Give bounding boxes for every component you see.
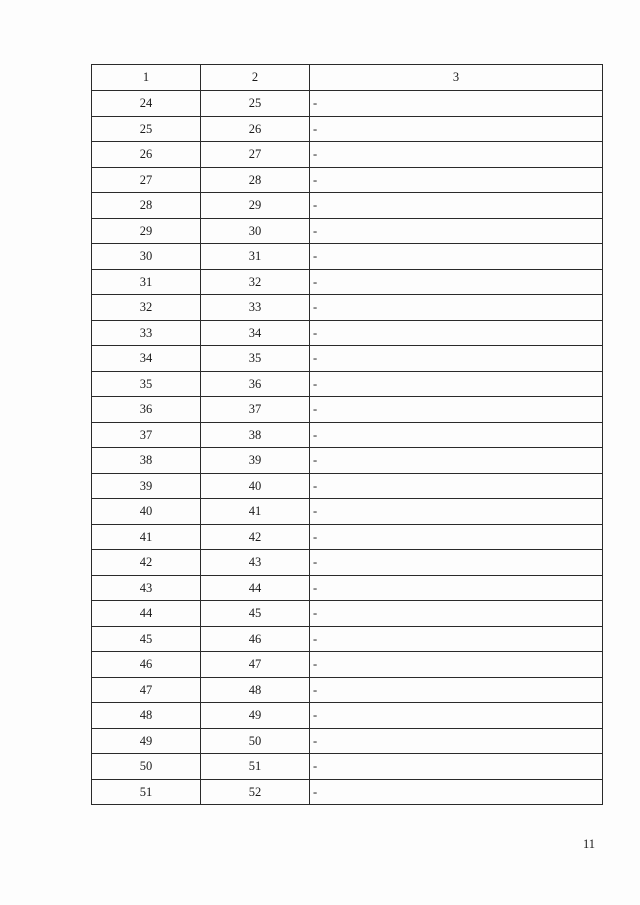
table-cell-col-2: 33	[201, 295, 310, 321]
table-row	[92, 524, 603, 550]
table-row	[92, 754, 603, 780]
table-cell-col-3: -	[310, 626, 603, 652]
table-cell-col-1: 27	[92, 167, 201, 193]
table-cell-col-2: 50	[201, 728, 310, 754]
table-row	[92, 703, 603, 729]
table-row	[92, 346, 603, 372]
column-header-3: 3	[310, 65, 603, 91]
table-row	[92, 167, 603, 193]
table-row	[92, 371, 603, 397]
table-cell-col-2: 43	[201, 550, 310, 576]
table-cell-col-3: -	[310, 575, 603, 601]
table-row	[92, 677, 603, 703]
table-cell-col-2: 36	[201, 371, 310, 397]
table-cell-col-2: 25	[201, 91, 310, 117]
table-cell-col-1: 30	[92, 244, 201, 270]
table-row	[92, 626, 603, 652]
table-cell-col-2: 32	[201, 269, 310, 295]
table-cell-col-3: -	[310, 652, 603, 678]
table-cell-col-1: 33	[92, 320, 201, 346]
table-cell-col-3: -	[310, 779, 603, 805]
page-number: 11	[583, 837, 596, 851]
table-row	[92, 116, 603, 142]
table-cell-col-3: -	[310, 422, 603, 448]
table-cell-col-2: 45	[201, 601, 310, 627]
table-cell-col-3: -	[310, 244, 603, 270]
table-cell-col-1: 35	[92, 371, 201, 397]
table-cell-col-2: 34	[201, 320, 310, 346]
table-cell-col-2: 31	[201, 244, 310, 270]
table-cell-col-3: -	[310, 550, 603, 576]
table-cell-col-3: -	[310, 218, 603, 244]
table-cell-col-2: 47	[201, 652, 310, 678]
table-cell-col-1: 39	[92, 473, 201, 499]
table-cell-col-3: -	[310, 473, 603, 499]
table-cell-col-3: -	[310, 142, 603, 168]
table-row	[92, 142, 603, 168]
table-cell-col-2: 42	[201, 524, 310, 550]
table-header-row	[92, 65, 603, 91]
table-cell-col-3: -	[310, 295, 603, 321]
table-cell-col-2: 49	[201, 703, 310, 729]
table-cell-col-3: -	[310, 320, 603, 346]
table-cell-col-1: 41	[92, 524, 201, 550]
column-header-2: 2	[201, 65, 310, 91]
table-cell-col-3: -	[310, 524, 603, 550]
table-row	[92, 779, 603, 805]
table-row	[92, 652, 603, 678]
table-cell-col-3: -	[310, 371, 603, 397]
table-cell-col-1: 26	[92, 142, 201, 168]
table-cell-col-3: -	[310, 167, 603, 193]
table-cell-col-3: -	[310, 703, 603, 729]
table-cell-col-1: 46	[92, 652, 201, 678]
table-cell-col-2: 44	[201, 575, 310, 601]
table-cell-col-2: 38	[201, 422, 310, 448]
table-body	[92, 91, 603, 805]
table-cell-col-1: 44	[92, 601, 201, 627]
table-cell-col-2: 51	[201, 754, 310, 780]
table-row	[92, 218, 603, 244]
table-cell-col-3: -	[310, 448, 603, 474]
table-cell-col-1: 45	[92, 626, 201, 652]
table-cell-col-1: 47	[92, 677, 201, 703]
table-cell-col-3: -	[310, 193, 603, 219]
table-row	[92, 193, 603, 219]
table-cell-col-1: 29	[92, 218, 201, 244]
table-cell-col-3: -	[310, 677, 603, 703]
table-row	[92, 550, 603, 576]
table-cell-col-3: -	[310, 269, 603, 295]
table-row	[92, 601, 603, 627]
table-row	[92, 91, 603, 117]
table-row	[92, 575, 603, 601]
table-row	[92, 422, 603, 448]
data-table	[91, 64, 603, 805]
table-row	[92, 448, 603, 474]
table-cell-col-1: 28	[92, 193, 201, 219]
table-cell-col-2: 46	[201, 626, 310, 652]
table-row	[92, 244, 603, 270]
table-cell-col-3: -	[310, 601, 603, 627]
table-cell-col-1: 31	[92, 269, 201, 295]
table-cell-col-3: -	[310, 346, 603, 372]
table-cell-col-1: 32	[92, 295, 201, 321]
table-cell-col-1: 36	[92, 397, 201, 423]
table-row	[92, 473, 603, 499]
table-cell-col-3: -	[310, 91, 603, 117]
table-row	[92, 269, 603, 295]
column-header-1: 1	[92, 65, 201, 91]
table-cell-col-2: 39	[201, 448, 310, 474]
table-cell-col-3: -	[310, 116, 603, 142]
table-cell-col-3: -	[310, 728, 603, 754]
table-cell-col-1: 51	[92, 779, 201, 805]
table-cell-col-2: 28	[201, 167, 310, 193]
table-cell-col-1: 37	[92, 422, 201, 448]
table-cell-col-1: 25	[92, 116, 201, 142]
table-cell-col-2: 35	[201, 346, 310, 372]
table-cell-col-1: 24	[92, 91, 201, 117]
table-row	[92, 320, 603, 346]
table-cell-col-1: 43	[92, 575, 201, 601]
table-cell-col-1: 50	[92, 754, 201, 780]
table-cell-col-3: -	[310, 499, 603, 525]
table-cell-col-2: 29	[201, 193, 310, 219]
table-cell-col-1: 48	[92, 703, 201, 729]
table-cell-col-2: 40	[201, 473, 310, 499]
table-cell-col-2: 30	[201, 218, 310, 244]
table-cell-col-1: 49	[92, 728, 201, 754]
table-cell-col-3: -	[310, 397, 603, 423]
table-cell-col-1: 40	[92, 499, 201, 525]
table-row	[92, 499, 603, 525]
table-cell-col-2: 37	[201, 397, 310, 423]
table-row	[92, 295, 603, 321]
table-cell-col-2: 52	[201, 779, 310, 805]
table-cell-col-1: 42	[92, 550, 201, 576]
table-cell-col-2: 41	[201, 499, 310, 525]
table-cell-col-1: 34	[92, 346, 201, 372]
table-cell-col-2: 26	[201, 116, 310, 142]
table-cell-col-1: 38	[92, 448, 201, 474]
table-cell-col-3: -	[310, 754, 603, 780]
table-row	[92, 397, 603, 423]
table-cell-col-2: 48	[201, 677, 310, 703]
table-row	[92, 728, 603, 754]
table-cell-col-2: 27	[201, 142, 310, 168]
